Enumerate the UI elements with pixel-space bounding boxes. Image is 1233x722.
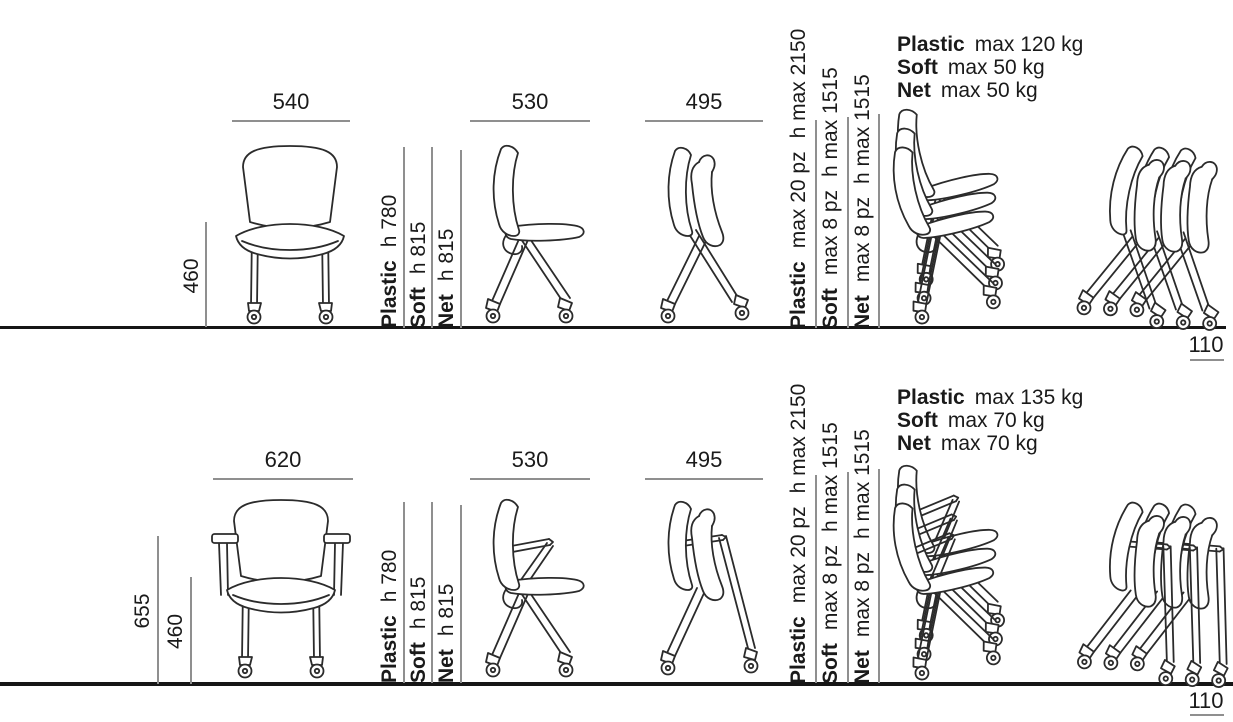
height-spec-net: Net h 815 xyxy=(435,583,458,683)
height-spec-net: Net h 815 xyxy=(435,228,458,328)
separator-line xyxy=(403,502,405,683)
height-spec-soft: Soft h 815 xyxy=(407,221,430,328)
dimension-line xyxy=(157,536,159,684)
load-spec-line: Plastic max 135 kg xyxy=(897,386,1084,409)
max-load-specs xyxy=(897,386,1083,455)
separator-line xyxy=(431,502,433,683)
dimension-line xyxy=(470,478,590,480)
stack-spec-net: Net max 8 pz h max 1515 xyxy=(851,429,874,684)
separator-line xyxy=(403,147,405,328)
dimension-line xyxy=(645,120,763,122)
seat-height-dimension: 460 xyxy=(164,613,187,650)
height-spec-plastic: Plastic h 780 xyxy=(378,549,401,683)
separator-line xyxy=(431,147,433,328)
side-view-armchair-drawing xyxy=(464,496,599,686)
front-view-chair-drawing xyxy=(225,141,355,331)
stack-spec-net: Net max 8 pz h max 1515 xyxy=(851,74,874,329)
front-width-dimension: 540 xyxy=(272,89,310,114)
stacked-armchairs-drawing xyxy=(880,456,1030,684)
stack-spec-plastic: Plastic max 20 pz h max 2150 xyxy=(787,28,810,329)
stack-spec-soft: Soft max 8 pz h max 1515 xyxy=(819,422,842,684)
side-width-dimension: 530 xyxy=(511,89,549,114)
folded-width-dimension: 495 xyxy=(685,447,723,472)
dimension-line xyxy=(213,478,353,480)
dimension-line xyxy=(205,222,207,327)
height-spec-plastic: Plastic h 780 xyxy=(378,194,401,328)
load-spec-line: Plastic max 120 kg xyxy=(897,33,1084,56)
side-view-chair-drawing xyxy=(464,142,599,332)
load-spec-line: Soft max 50 kg xyxy=(897,56,1045,79)
nested-folded-armchairs-drawing xyxy=(1050,488,1230,686)
dimension-line xyxy=(232,120,350,122)
dimension-line xyxy=(190,577,192,684)
stack-spec-plastic: Plastic max 20 pz h max 2150 xyxy=(787,383,810,684)
separator-line xyxy=(460,505,462,683)
max-load-specs xyxy=(897,33,1083,102)
dimension-line xyxy=(470,120,590,122)
load-spec-line: Net max 50 kg xyxy=(897,79,1038,102)
front-width-dimension: 620 xyxy=(264,447,302,472)
seat-height-dimension: 460 xyxy=(180,258,203,294)
load-spec-line: Net max 70 kg xyxy=(897,432,1038,455)
load-spec-line: Soft max 70 kg xyxy=(897,409,1045,432)
stacked-chairs-drawing xyxy=(880,100,1030,328)
caster-dimension: 110 xyxy=(1188,332,1224,357)
nested-folded-chairs-drawing xyxy=(1050,132,1230,330)
caster-dimension: 110 xyxy=(1188,688,1224,713)
separator-line xyxy=(460,150,462,328)
dimension-line xyxy=(1190,714,1224,716)
side-width-dimension: 530 xyxy=(511,447,549,472)
folded-width-dimension: 495 xyxy=(685,89,723,114)
stack-spec-soft: Soft max 8 pz h max 1515 xyxy=(819,67,842,329)
dimension-line xyxy=(1190,359,1224,361)
front-view-armchair-drawing xyxy=(206,495,356,685)
height-spec-soft: Soft h 815 xyxy=(407,576,430,683)
folded-chair-drawing xyxy=(639,142,774,332)
dimension-line xyxy=(645,478,763,480)
folded-armchair-drawing xyxy=(639,496,774,686)
arm-height-dimension: 655 xyxy=(131,593,154,629)
